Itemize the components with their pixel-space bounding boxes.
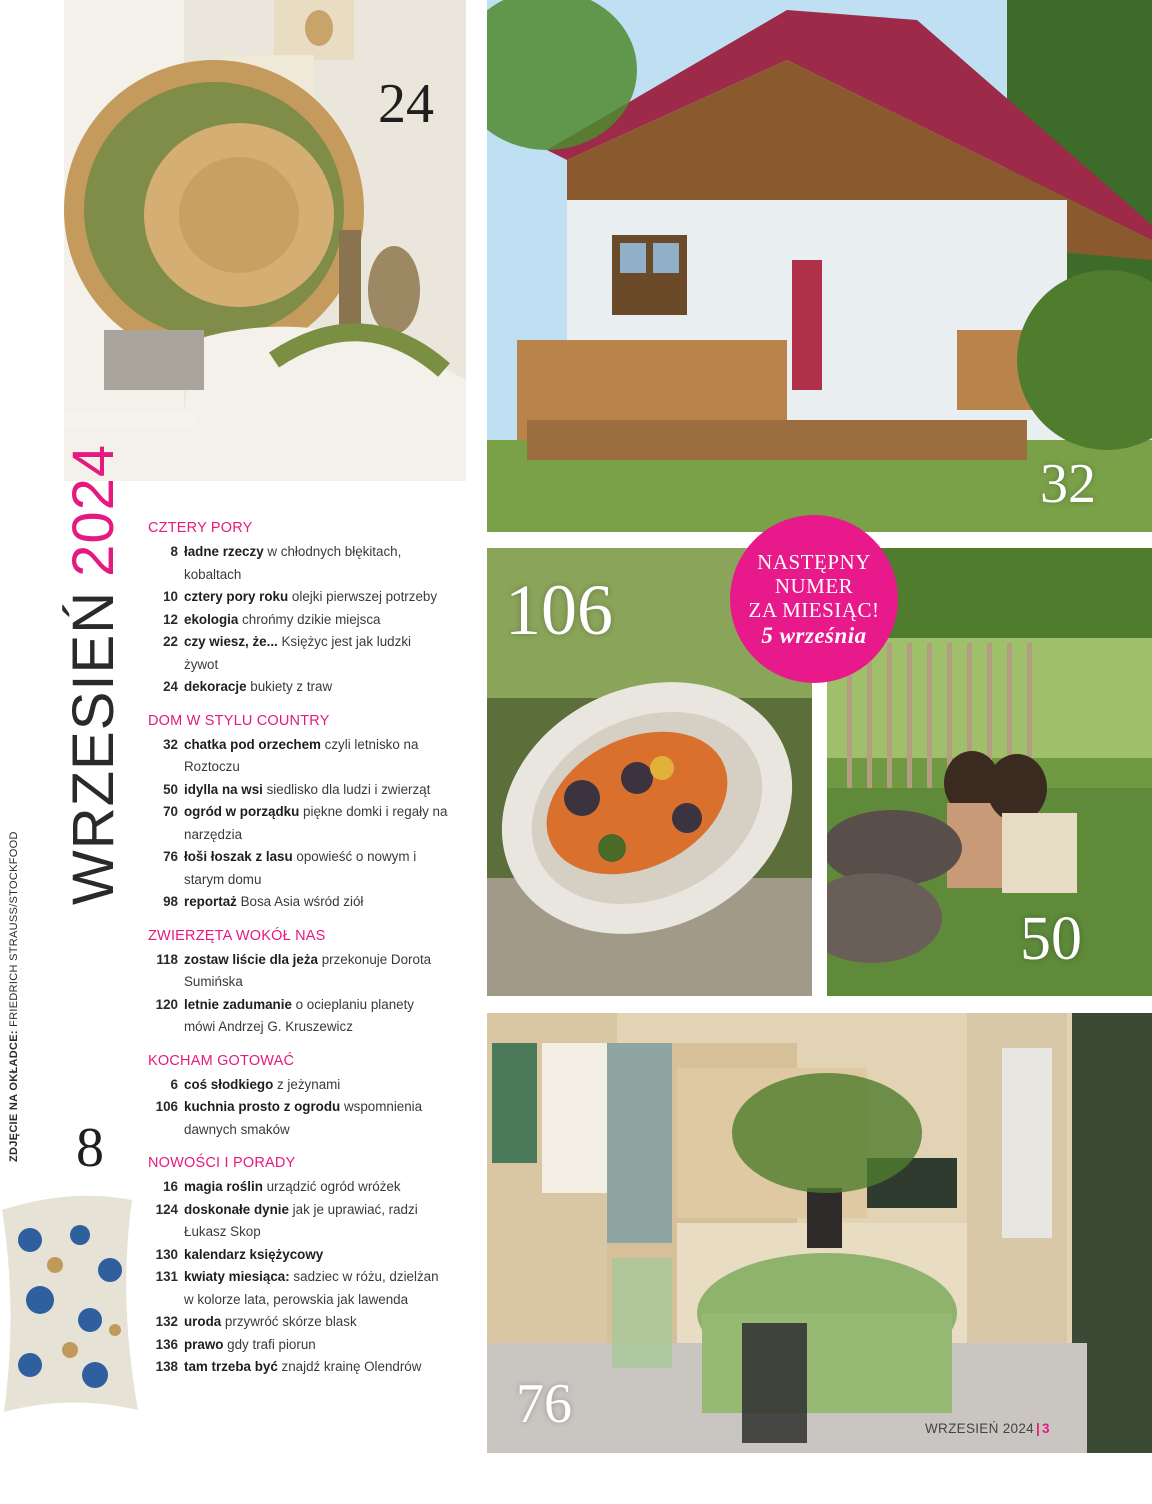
toc-entry-title: prawo <box>184 1336 224 1352</box>
badge-date: 5 września <box>761 623 867 648</box>
toc-section-title: NOWOŚCI I PORADY <box>148 1155 296 1171</box>
toc-entry-title: cztery pory roku <box>184 589 289 604</box>
badge-line-2: NUMER <box>774 574 854 598</box>
toc-entry[interactable] <box>148 734 448 779</box>
toc-entry-title: kwiaty miesiąca: <box>184 1269 290 1284</box>
toc-entry-description: wspomnienia dawnych smaków <box>184 1099 423 1137</box>
toc-entry-page: 22 <box>163 634 178 649</box>
toc-entry-description: znajdź krainę Olendrów <box>277 1359 422 1374</box>
footer-page-number: 3 <box>1042 1421 1050 1436</box>
badge-line-3: ZA MIESIĄC! <box>748 598 880 622</box>
toc-entry-text <box>184 1244 448 1267</box>
toc-entry-title: chatka pod orzechem <box>184 736 321 752</box>
toc-entry[interactable] <box>148 1334 448 1357</box>
toc-entry-text <box>184 1199 448 1244</box>
toc-entry[interactable] <box>148 1266 448 1311</box>
toc-section <box>148 926 448 1039</box>
toc-entry-description: o ocieplaniu planety mówi Andrzej G. Kruszewicz <box>184 996 414 1034</box>
toc-entry-text <box>184 541 448 586</box>
toc-entry[interactable] <box>148 949 448 994</box>
toc-entry[interactable] <box>148 1199 448 1244</box>
toc-entry-text <box>184 1266 448 1311</box>
toc-entry-description: piękne domki i regały na narzędzia <box>184 804 448 842</box>
badge-line-1: NASTĘPNY <box>757 550 871 574</box>
toc-entry[interactable] <box>148 609 448 632</box>
issue-month: WRZESIEŃ <box>61 590 126 905</box>
toc-entry-text <box>184 779 448 802</box>
toc-entry[interactable] <box>148 631 448 676</box>
toc-entry-text <box>184 891 448 914</box>
toc-entry-page: 70 <box>163 804 178 819</box>
photo-interior <box>487 1013 1152 1453</box>
toc-entry-text <box>184 609 448 632</box>
toc-entry-page: 120 <box>155 996 178 1012</box>
toc-entry-description: chrońmy dzikie miejsca <box>238 611 381 627</box>
toc-entry-description: bukiety z traw <box>246 679 333 694</box>
toc-entry-page: 10 <box>163 589 178 604</box>
toc-entry-title: czy wiesz, że... <box>184 634 278 649</box>
toc-entry-title: letnie zadumanie <box>184 996 292 1012</box>
toc-entry-text <box>184 676 448 699</box>
issue-title-vertical <box>61 443 126 905</box>
page-number-50: 50 <box>1020 905 1082 973</box>
toc-entry-title: dekoracje <box>184 679 247 694</box>
toc-entry-description: czyli letnisko na Roztoczu <box>184 736 419 774</box>
toc-entry-text <box>184 1334 448 1357</box>
toc-entry-page: 76 <box>163 849 178 864</box>
cover-credit <box>8 831 20 1162</box>
toc-entry-page: 130 <box>155 1246 178 1262</box>
toc-entry-title: coś słodkiego <box>184 1076 274 1092</box>
toc-section <box>148 1153 448 1379</box>
toc-entry-page: 138 <box>155 1359 178 1374</box>
toc-entry[interactable] <box>148 586 448 609</box>
toc-entry-title: łoši łoszak z lasu <box>184 849 293 864</box>
toc-entry-title: ogród w porządku <box>184 804 300 819</box>
toc-entry-page: 98 <box>163 894 178 909</box>
toc-entry-description: jak je uprawiać, radzi Łukasz Skop <box>184 1201 418 1239</box>
toc-entry-page: 136 <box>155 1336 178 1352</box>
toc-entry-text <box>184 1096 448 1141</box>
table-of-contents <box>148 518 448 1391</box>
toc-entry-description: w chłodnych błękitach, kobaltach <box>184 544 402 582</box>
toc-section <box>148 711 448 914</box>
page-number-32: 32 <box>1040 453 1096 515</box>
toc-entry[interactable] <box>148 1311 448 1334</box>
toc-entry[interactable] <box>148 1176 448 1199</box>
toc-entry-title: uroda <box>184 1314 222 1329</box>
toc-entry-text <box>184 1356 448 1379</box>
toc-entry-title: reportaż <box>184 894 237 909</box>
toc-entry-text <box>184 1176 448 1199</box>
toc-entry[interactable] <box>148 994 448 1039</box>
toc-entry[interactable] <box>148 779 448 802</box>
toc-entry-page: 106 <box>155 1099 178 1114</box>
page-number-76: 76 <box>516 1373 572 1435</box>
toc-entry-page: 32 <box>163 736 178 752</box>
toc-entry-description: Bosa Asia wśród ziół <box>236 894 364 909</box>
toc-entry-description: przekonuje Dorota Sumińska <box>184 951 432 989</box>
toc-entry-page: 131 <box>155 1269 178 1284</box>
toc-entry-page: 12 <box>163 611 178 627</box>
toc-entry[interactable] <box>148 1096 448 1141</box>
toc-entry-text <box>184 949 448 994</box>
toc-entry-text <box>184 846 448 891</box>
page-number-24: 24 <box>378 73 434 135</box>
toc-entry-description: z jeżynami <box>273 1076 341 1092</box>
toc-entry-text <box>184 1074 448 1097</box>
toc-entry-title: magia roślin <box>184 1179 263 1194</box>
toc-entry-title: ładne rzeczy <box>184 544 264 559</box>
toc-entry-page: 8 <box>170 544 178 559</box>
toc-entry-title: ekologia <box>184 611 239 627</box>
toc-entry-description: sadziec w różu, dzielżan w kolorze lata, perowskia jak lawenda <box>184 1269 439 1307</box>
toc-entry[interactable] <box>148 1356 448 1379</box>
toc-section-title: KOCHAM GOTOWAĆ <box>148 1052 295 1069</box>
toc-section-title: ZWIERZĘTA WOKÓŁ NAS <box>148 927 326 944</box>
toc-entry-title: kalendarz księżycowy <box>184 1246 324 1262</box>
next-issue-badge <box>730 515 898 683</box>
toc-entry[interactable] <box>148 676 448 699</box>
toc-entry[interactable] <box>148 801 448 846</box>
toc-entry-text <box>184 734 448 779</box>
toc-section-title: CZTERY PORY <box>148 520 253 536</box>
toc-section <box>148 1051 448 1142</box>
cover-credit-text: FRIEDRICH STRAUSS/STOCKFOOD <box>8 831 20 1027</box>
toc-entry-title: doskonałe dynie <box>184 1201 289 1217</box>
toc-entry-title: tam trzeba być <box>184 1359 278 1374</box>
toc-section <box>148 518 448 699</box>
toc-entry-page: 132 <box>155 1314 178 1329</box>
page-number-8: 8 <box>76 1117 104 1179</box>
toc-entry-description: siedlisko dla ludzi i zwierząt <box>262 781 431 797</box>
toc-entry-description: urządzić ogród wróżek <box>262 1179 401 1194</box>
page-footer: WRZESIEŃ 2024 | 3 <box>925 1421 1050 1436</box>
toc-entry-text <box>184 586 448 609</box>
toc-entry[interactable] <box>148 541 448 586</box>
issue-year: 2024 <box>61 443 126 577</box>
toc-entry-description: Księżyc jest jak ludzki żywot <box>184 634 411 672</box>
cover-credit-label: ZDJĘCIE NA OKŁADCE: <box>8 1030 20 1162</box>
toc-section-title: DOM W STYLU COUNTRY <box>148 712 330 729</box>
toc-entry-description: gdy trafi piorun <box>223 1336 316 1352</box>
toc-entry-text <box>184 994 448 1039</box>
toc-entry-text <box>184 631 448 676</box>
toc-entry-page: 50 <box>163 781 178 797</box>
toc-entry-description: olejki pierwszej potrzeby <box>288 589 438 604</box>
toc-entry-page: 118 <box>156 951 178 967</box>
footer-month-year: WRZESIEŃ 2024 <box>925 1421 1034 1436</box>
toc-entry[interactable] <box>148 1074 448 1097</box>
toc-entry-page: 124 <box>155 1201 178 1217</box>
toc-entry-title: idylla na wsi <box>184 781 263 797</box>
photo-pillow <box>0 1180 140 1420</box>
toc-entry-page: 16 <box>163 1179 178 1194</box>
toc-entry-page: 24 <box>163 679 178 694</box>
toc-entry-description: opowieść o nowym i starym domu <box>184 849 417 887</box>
toc-entry[interactable] <box>148 891 448 914</box>
toc-entry-page: 6 <box>170 1076 178 1092</box>
toc-entry-text <box>184 801 448 846</box>
toc-entry-description: przywróć skórze blask <box>221 1314 357 1329</box>
page-number-106: 106 <box>505 570 613 650</box>
toc-entry[interactable] <box>148 846 448 891</box>
toc-entry[interactable] <box>148 1244 448 1267</box>
toc-entry-title: kuchnia prosto z ogrodu <box>184 1099 341 1114</box>
toc-entry-title: zostaw liście dla jeża <box>184 951 318 967</box>
toc-entry-text <box>184 1311 448 1334</box>
